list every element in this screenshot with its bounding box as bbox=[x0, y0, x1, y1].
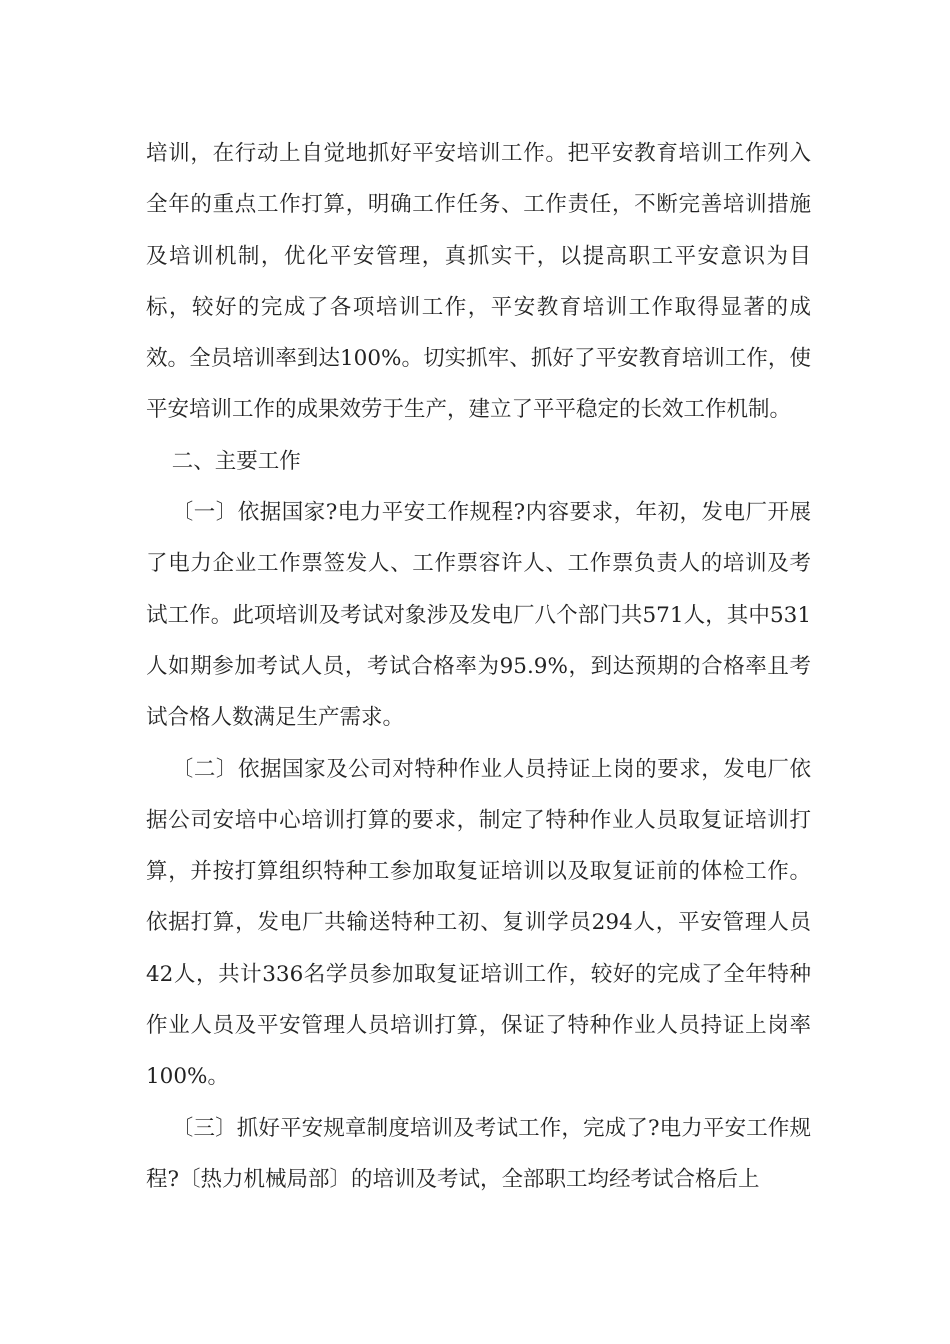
paragraph-safety-rules-training: 〔三〕抓好平安规章制度培训及考试工作，完成了?电力平安工作规程?〔热力机械局部〕的培训及考试，全部职工均经考试合格后上 bbox=[146, 1115, 811, 1192]
paragraph-training-summary: 培训，在行动上自觉地抓好平安培训工作。把平安教育培训工作列入全年的重点工作打算，明确工作任务、工作责任，不断完善培训措施及培训机制，优化平安管理，真抓实干，以提高职工平安意识为目标，较好的完成了各项培训工作，平安教育培训工作取得显著的成效。全员培训率到达100%。切实抓牢、抓好了平安教育培训工作，使平安培训工作的成果效劳于生产，建立了平平稳定的长效工作机制。 bbox=[146, 141, 811, 423]
paragraph-special-operators-training: 〔二〕依据国家及公司对特种作业人员持证上岗的要求，发电厂依据公司安培中心培训打算的要求，制定了特种作业人员取复证培训打算，并按打算组织特种工参加取复证培训以及取复证前的体检工作。依据打算，发电厂共输送特种工初、复训学员294人，平安管理人员42人，共计336名学员参加取复证培训工作，较好的完成了全年特种作业人员及平安管理人员培训打算，保证了特种作业人员持证上岗率100%。 bbox=[146, 756, 811, 1090]
document-body bbox=[146, 128, 811, 1205]
section-heading-main-work: 二、主要工作 bbox=[171, 448, 301, 474]
paragraph-work-ticket-training: 〔一〕依据国家?电力平安工作规程?内容要求，年初，发电厂开展了电力企业工作票签发人、工作票容许人、工作票负责人的培训及考试工作。此项培训及考试对象涉及发电厂八个部门共571人，其中531人如期参加考试人员，考试合格率为95.9%，到达预期的合格率且考试合格人数满足生产需求。 bbox=[146, 500, 811, 731]
